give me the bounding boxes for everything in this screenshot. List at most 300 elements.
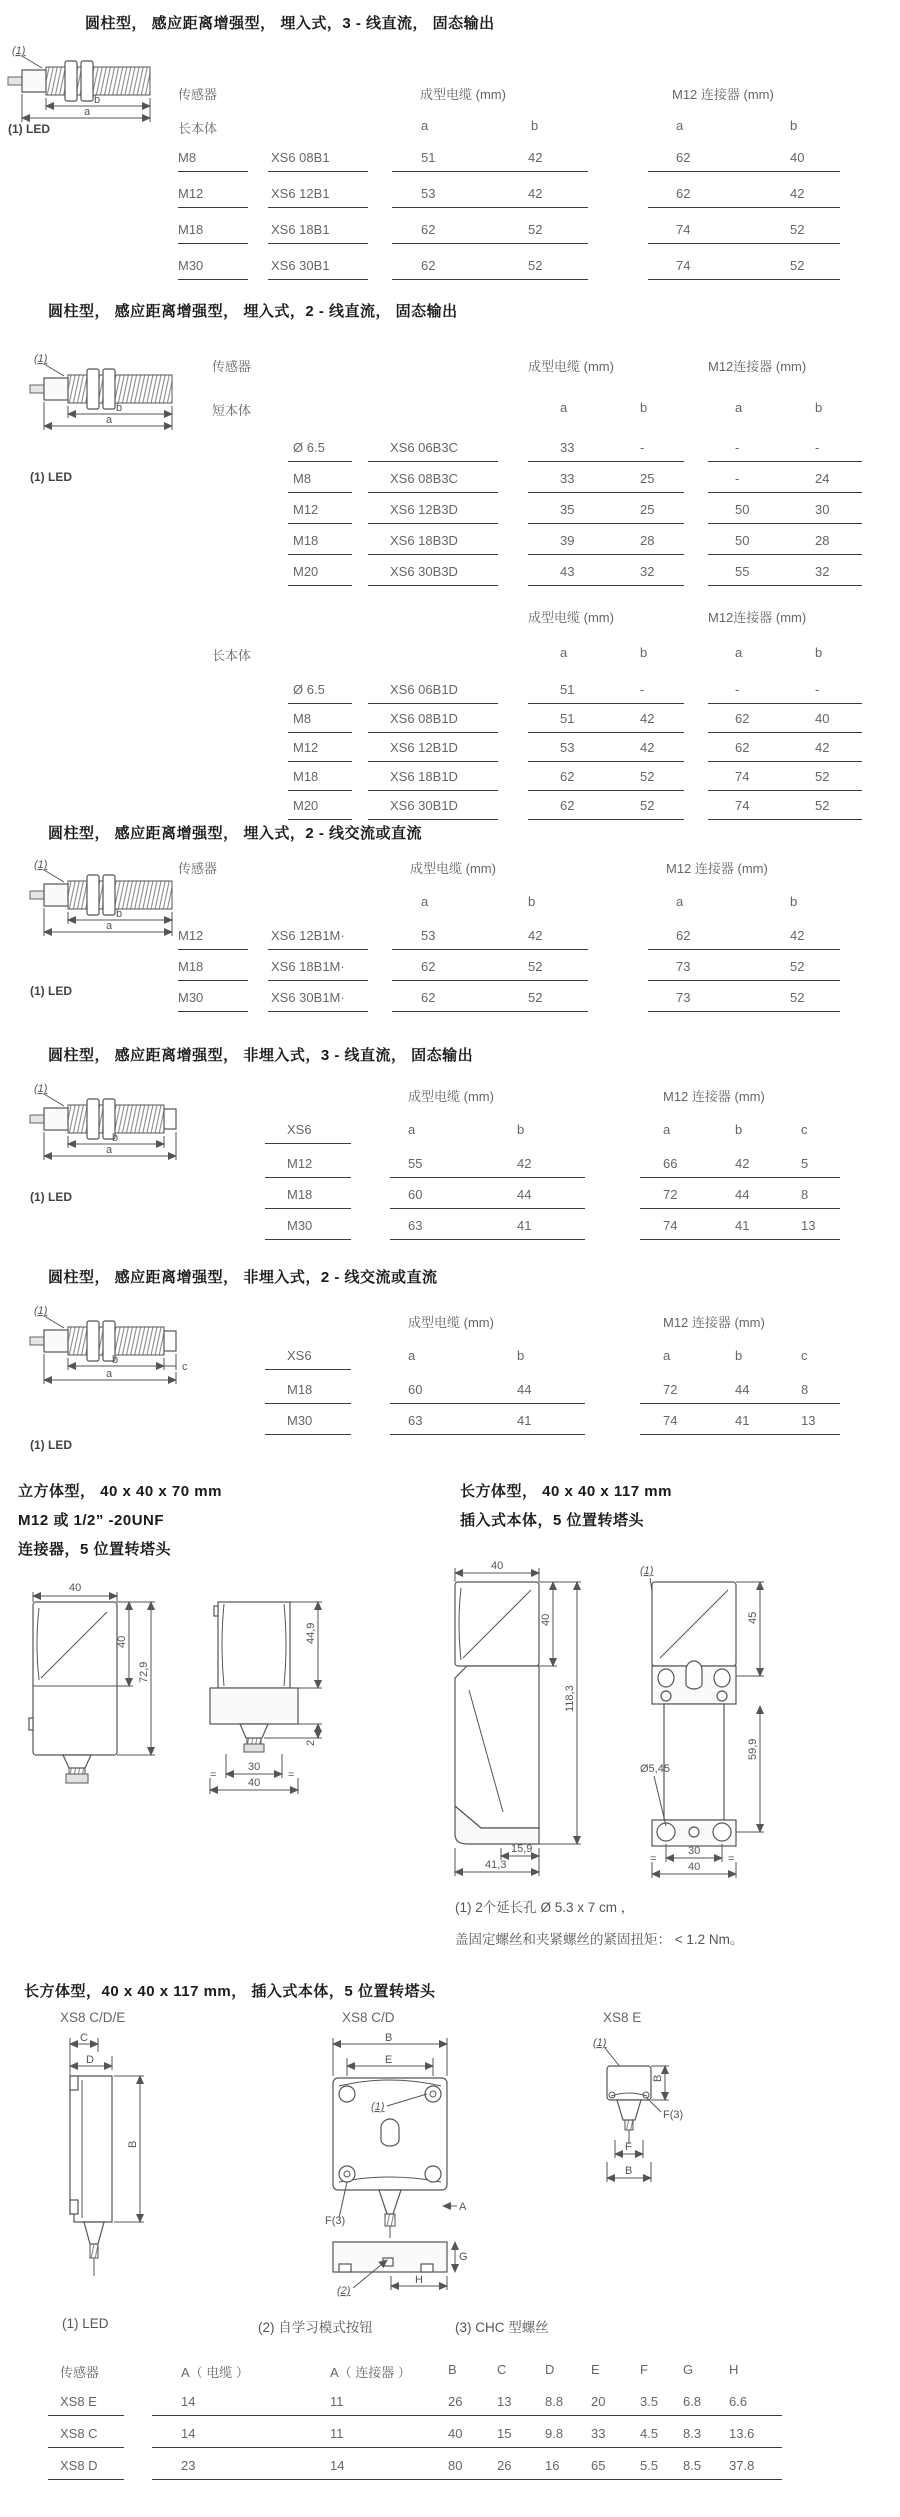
- table-cell: 8.3: [683, 2426, 702, 2441]
- table-cell: 8.5: [683, 2458, 702, 2473]
- cylindrical-sensor-drawing: [30, 352, 190, 430]
- dim-label: B: [385, 2032, 393, 2044]
- table-cell: M8: [293, 711, 312, 726]
- table-row: [0, 711, 900, 737]
- table-cell: 74: [676, 258, 691, 273]
- dim-label: B: [127, 2140, 139, 2148]
- col-header-connector: M12 连接器 (mm): [666, 861, 768, 876]
- table-cell: 52: [790, 222, 805, 237]
- col-b: b: [790, 118, 798, 133]
- table-cell: 8: [801, 1382, 809, 1397]
- table-cell: 11: [330, 2394, 344, 2409]
- row-rule: [390, 1208, 585, 1209]
- row-rule: [368, 554, 498, 555]
- table-cell: XS6 30B1M·: [271, 990, 345, 1005]
- col-b: b: [531, 118, 539, 133]
- table-cell: 35: [560, 502, 575, 517]
- row-rule: [708, 761, 862, 762]
- row-rule: [708, 703, 862, 704]
- table-cell: 44: [735, 1187, 750, 1202]
- section6-right-title-1: 长方体型， 40 x 40 x 117 mm: [460, 1483, 672, 1500]
- table-cell: 62: [421, 222, 436, 237]
- section7-note-teach-button: (2) 自学习模式按钮: [258, 2320, 373, 2335]
- dim-label: A: [459, 2201, 467, 2213]
- table-cell: 74: [663, 1218, 678, 1233]
- dim-b-label: b: [116, 402, 123, 414]
- col-header-sensor: 传感器: [60, 2365, 100, 2380]
- col-b: b: [640, 400, 648, 415]
- table-cell: M20: [293, 564, 319, 579]
- dim-b-label: b: [112, 1132, 119, 1144]
- col-header-F: F: [640, 2362, 648, 2377]
- cylindrical-sensor-drawing: [30, 858, 190, 936]
- dim-a-label: a: [106, 920, 113, 932]
- table-cell: M18: [178, 222, 204, 237]
- row-rule: [392, 243, 588, 244]
- table-cell: M18: [178, 959, 204, 974]
- table-cell: 72: [663, 1187, 678, 1202]
- row-rule: [390, 1403, 585, 1404]
- table-cell: 42: [735, 1156, 750, 1171]
- table-cell: 51: [421, 150, 436, 165]
- col-a: a: [663, 1122, 671, 1137]
- row-rule: [288, 790, 352, 791]
- table-cell: 42: [528, 150, 543, 165]
- table-cell: 41: [517, 1413, 532, 1428]
- table-cell: 5.5: [640, 2458, 659, 2473]
- table-cell: XS6 18B3D: [390, 533, 458, 548]
- row-rule: [648, 980, 840, 981]
- table-row: [0, 186, 900, 212]
- table-cell: 6.6: [729, 2394, 748, 2409]
- table-cell: 62: [421, 990, 436, 1005]
- table-cell: 52: [528, 959, 543, 974]
- col-header-connector: M12 连接器 (mm): [672, 87, 774, 102]
- table-cell: 74: [735, 769, 750, 784]
- dim-label: 59,9: [747, 1738, 759, 1760]
- ref-label: (1): [34, 1305, 48, 1317]
- table-cell: 44: [517, 1382, 532, 1397]
- table-cell: 42: [528, 186, 543, 201]
- table-cell: -: [640, 440, 645, 455]
- table-cell: 28: [815, 533, 830, 548]
- row-rule: [528, 461, 684, 462]
- table-cell: 62: [421, 258, 436, 273]
- table-cell: M30: [178, 990, 204, 1005]
- table-cell: XS6 30B3D: [390, 564, 458, 579]
- row-rule: [152, 2447, 782, 2448]
- table-cell: 42: [528, 928, 543, 943]
- table-cell: 50: [735, 502, 750, 517]
- row-rule: [265, 1403, 351, 1404]
- table-cell: XS6 12B1M·: [271, 928, 345, 943]
- section6-left-title-3: 连接器，5 位置转塔头: [18, 1541, 172, 1558]
- table-row: [0, 959, 900, 985]
- row-rule: [288, 523, 352, 524]
- table-cell: M8: [178, 150, 197, 165]
- table-cell: 41: [735, 1413, 750, 1428]
- table-cell: XS6 30B1: [271, 258, 330, 273]
- row-rule: [368, 703, 498, 704]
- row-rule: [640, 1177, 840, 1178]
- table-cell: XS8 C: [60, 2426, 98, 2441]
- table-cell: 37.8: [729, 2458, 755, 2473]
- ref-label: (1): [12, 45, 26, 57]
- table-row: [0, 258, 900, 284]
- col-b: b: [815, 645, 823, 660]
- col-a: a: [663, 1348, 671, 1363]
- dim-label: 40: [491, 1560, 504, 1572]
- ref-label: (1): [34, 1083, 48, 1095]
- row-rule: [392, 1011, 588, 1012]
- col-a: a: [408, 1122, 416, 1137]
- row-rule: [368, 461, 498, 462]
- table-row: [0, 533, 900, 559]
- table-cell: M12: [293, 740, 319, 755]
- row-rule: [288, 732, 352, 733]
- table-cell: 62: [676, 150, 691, 165]
- table-cell: 40: [790, 150, 805, 165]
- row-rule: [708, 732, 862, 733]
- col-header-D: D: [545, 2362, 555, 2377]
- row-rule: [368, 492, 498, 493]
- row-rule: [265, 1208, 351, 1209]
- row-rule: [368, 790, 498, 791]
- row-rule: [265, 1434, 351, 1435]
- row-rule: [708, 554, 862, 555]
- row-rule: [178, 980, 248, 981]
- row-rule: [528, 732, 684, 733]
- row-rule: [528, 819, 684, 820]
- table-row: [0, 1382, 900, 1408]
- row-rule: [640, 1208, 840, 1209]
- sym-equal: =: [728, 1853, 735, 1865]
- table-cell: 3.5: [640, 2394, 659, 2409]
- table-row: [0, 471, 900, 497]
- table-cell: XS8 D: [60, 2458, 98, 2473]
- row-rule: [708, 492, 862, 493]
- col-header-a-cable: A（ 电缆 ）: [181, 2365, 249, 2380]
- table-row: [0, 682, 900, 708]
- table-cell: M12: [293, 502, 319, 517]
- dim-label: 2: [305, 1739, 317, 1746]
- dim-label: E: [385, 2054, 393, 2066]
- table-cell: 52: [528, 222, 543, 237]
- screw-label: F(3): [325, 2215, 346, 2227]
- row-rule: [708, 790, 862, 791]
- row-rule: [268, 980, 368, 981]
- table-cell: 53: [560, 740, 575, 755]
- table-row: [0, 798, 900, 824]
- row-rule: [152, 2415, 782, 2416]
- series-label: XS6: [287, 1122, 312, 1137]
- row-rule: [392, 980, 588, 981]
- col-header-sensor: 传感器: [212, 359, 252, 374]
- table-row: [0, 150, 900, 176]
- row-rule: [178, 279, 248, 280]
- col-header-cable: 成型电缆 (mm): [528, 610, 614, 625]
- section7-note-chc-screw: (3) CHC 型螺丝: [455, 2320, 549, 2335]
- col-header-B: B: [448, 2362, 457, 2377]
- dim-b-label: b: [94, 94, 101, 106]
- col-b: b: [528, 894, 536, 909]
- table-cell: 33: [591, 2426, 606, 2441]
- table-cell: 62: [735, 711, 750, 726]
- col-header-cable: 成型电缆 (mm): [410, 861, 496, 876]
- section6-note-1: (1) 2个延长孔 Ø 5.3 x 7 cm ，: [455, 1900, 635, 1915]
- dim-label: 30: [248, 1761, 261, 1773]
- row-rule: [648, 279, 840, 280]
- table-cell: 52: [640, 769, 655, 784]
- row-rule: [288, 554, 352, 555]
- section6-right-title-2: 插入式本体，5 位置转塔头: [460, 1512, 645, 1529]
- col-header-a-connector: A（ 连接器 ）: [330, 2365, 411, 2380]
- table-cell: 80: [448, 2458, 463, 2473]
- table-cell: 62: [735, 740, 750, 755]
- table-row: [0, 2458, 900, 2484]
- table-cell: 50: [735, 533, 750, 548]
- row-rule: [392, 207, 588, 208]
- sym-equal: =: [210, 1769, 217, 1781]
- led-caption: (1) LED: [30, 1438, 72, 1452]
- table-cell: -: [735, 440, 740, 455]
- dim-label: 45: [747, 1611, 759, 1624]
- col-header-cable: 成型电缆 (mm): [408, 1089, 494, 1104]
- table-row: [0, 564, 900, 590]
- table-cell: M30: [287, 1413, 313, 1428]
- sym-equal: =: [288, 1769, 295, 1781]
- table-cell: 13: [801, 1218, 816, 1233]
- section7-title: 长方体型，40 x 40 x 117 mm， 插入式本体，5 位置转塔头: [24, 1983, 436, 2000]
- table-cell: M18: [287, 1382, 313, 1397]
- table-row: [0, 1218, 900, 1244]
- ref-label: (1): [371, 2101, 385, 2113]
- section3-title: 圆柱型， 感应距离增强型， 埋入式，2 - 线交流或直流: [48, 825, 423, 842]
- row-rule: [268, 207, 368, 208]
- table-cell: 55: [735, 564, 750, 579]
- table-cell: 14: [330, 2458, 345, 2473]
- row-rule: [640, 1434, 840, 1435]
- xs8cde-side-drawing: [40, 2032, 170, 2282]
- col-a: a: [421, 894, 429, 909]
- table-cell: 23: [181, 2458, 196, 2473]
- col-header-sensor: 传感器: [178, 861, 218, 876]
- col-header-cable: 成型电缆 (mm): [408, 1315, 494, 1330]
- body-type-label: 长本体: [212, 648, 252, 663]
- row-rule: [265, 1239, 351, 1240]
- table-row: [0, 990, 900, 1016]
- table-cell: 13: [801, 1413, 816, 1428]
- table-cell: M12: [287, 1156, 313, 1171]
- row-rule: [528, 585, 684, 586]
- row-rule: [528, 492, 684, 493]
- table-cell: 5: [801, 1156, 809, 1171]
- table-cell: 42: [815, 740, 830, 755]
- ref-label: (1): [34, 353, 48, 365]
- dim-a-label: a: [106, 1144, 113, 1156]
- hole-dim-label: Ø5,45: [640, 1763, 670, 1775]
- variant-label-xs8cde: XS8 C/D/E: [60, 2010, 126, 2025]
- col-header-cable: 成型电缆 (mm): [528, 359, 614, 374]
- row-rule: [48, 2415, 124, 2416]
- table-cell: M12: [178, 186, 204, 201]
- row-rule: [648, 207, 840, 208]
- row-rule: [268, 171, 368, 172]
- dim-label: B: [625, 2165, 633, 2177]
- table-cell: 74: [663, 1413, 678, 1428]
- table-cell: 9.8: [545, 2426, 564, 2441]
- col-header-G: G: [683, 2362, 694, 2377]
- table-cell: 26: [497, 2458, 512, 2473]
- section6-note-2: 盖固定螺丝和夹紧螺丝的紧固扭矩： < 1.2 Nm。: [455, 1932, 744, 1947]
- row-rule: [640, 1239, 840, 1240]
- row-rule: [708, 523, 862, 524]
- table-cell: M12: [178, 928, 204, 943]
- ref-label: (1): [640, 1565, 654, 1577]
- dim-label: 15,9: [511, 1843, 533, 1855]
- table-cell: 42: [517, 1156, 532, 1171]
- table-cell: Ø 6.5: [293, 440, 325, 455]
- table-cell: -: [815, 440, 820, 455]
- col-a: a: [408, 1348, 416, 1363]
- table-row: [0, 1187, 900, 1213]
- dim-label: 41,3: [485, 1859, 507, 1871]
- dim-a-label: a: [84, 106, 91, 118]
- dim-b-label: b: [116, 908, 123, 920]
- rect-sensor-side-drawing: [445, 1560, 635, 1890]
- row-rule: [368, 585, 498, 586]
- dim-label: H: [415, 2274, 423, 2286]
- table-cell: 55: [408, 1156, 423, 1171]
- dim-label: G: [459, 2251, 468, 2263]
- row-rule: [648, 243, 840, 244]
- cube-sensor-side-drawing: [200, 1578, 350, 1808]
- col-c: c: [801, 1348, 808, 1363]
- table-cell: 72: [663, 1382, 678, 1397]
- cylindrical-sensor-drawing: [30, 1082, 200, 1160]
- table-cell: 52: [528, 258, 543, 273]
- col-header-H: H: [729, 2362, 739, 2377]
- table-cell: 33: [560, 440, 575, 455]
- row-rule: [268, 243, 368, 244]
- row-rule: [368, 819, 498, 820]
- table-cell: XS6 08B1D: [390, 711, 458, 726]
- table-cell: 42: [640, 711, 655, 726]
- col-header-connector: M12连接器 (mm): [708, 610, 807, 625]
- rect-sensor-front-drawing: [640, 1560, 840, 1890]
- xs8cd-front-drawing: [325, 2032, 470, 2297]
- col-b: b: [735, 1348, 743, 1363]
- section6-left-title-2: M12 或 1/2” -20UNF: [18, 1512, 165, 1529]
- table-cell: 32: [815, 564, 830, 579]
- table-cell: XS6 12B1: [271, 186, 330, 201]
- table-row: [0, 928, 900, 954]
- table-cell: XS6 06B3C: [390, 440, 458, 455]
- col-header-cable: 成型电缆 (mm): [420, 87, 506, 102]
- table-cell: 62: [560, 798, 575, 813]
- table-cell: 39: [560, 533, 575, 548]
- table-row: [0, 769, 900, 795]
- table-cell: 42: [640, 740, 655, 755]
- row-rule: [265, 1177, 351, 1178]
- row-rule: [648, 1011, 840, 1012]
- ref-label: (1): [593, 2037, 607, 2049]
- row-rule: [390, 1239, 585, 1240]
- col-b: b: [815, 400, 823, 415]
- table-cell: 74: [676, 222, 691, 237]
- table-cell: XS6 08B3C: [390, 471, 458, 486]
- table-cell: XS6 18B1: [271, 222, 330, 237]
- col-a: a: [676, 894, 684, 909]
- row-rule: [528, 523, 684, 524]
- dim-label: 40: [540, 1613, 552, 1626]
- row-rule: [368, 523, 498, 524]
- table-cell: 8.8: [545, 2394, 564, 2409]
- table-cell: -: [735, 471, 740, 486]
- table-cell: M30: [287, 1218, 313, 1233]
- table-cell: 43: [560, 564, 575, 579]
- dim-label: C: [80, 2032, 88, 2044]
- table-cell: 8: [801, 1187, 809, 1202]
- table-cell: 40: [815, 711, 830, 726]
- col-header-C: C: [497, 2362, 507, 2377]
- table-row: [0, 1156, 900, 1182]
- table-cell: XS6 12B1D: [390, 740, 458, 755]
- table-cell: 30: [815, 502, 830, 517]
- table-cell: 62: [560, 769, 575, 784]
- table-cell: -: [640, 682, 645, 697]
- row-rule: [648, 949, 840, 950]
- table-cell: 20: [591, 2394, 606, 2409]
- led-caption: (1) LED: [30, 984, 72, 998]
- table-cell: 52: [528, 990, 543, 1005]
- table-cell: 65: [591, 2458, 606, 2473]
- row-rule: [708, 585, 862, 586]
- table-cell: Ø 6.5: [293, 682, 325, 697]
- table-row: [0, 2394, 900, 2420]
- variant-label-xs8e: XS8 E: [603, 2010, 642, 2025]
- col-header-connector: M12连接器 (mm): [708, 359, 807, 374]
- row-rule: [268, 279, 368, 280]
- section4-title: 圆柱型， 感应距离增强型， 非埋入式，3 - 线直流， 固态输出: [48, 1047, 474, 1064]
- col-c: c: [801, 1122, 808, 1137]
- dim-b-label: b: [112, 1354, 119, 1366]
- col-b: b: [790, 894, 798, 909]
- dim-label: 44,9: [305, 1622, 317, 1644]
- row-rule: [528, 554, 684, 555]
- row-rule: [368, 761, 498, 762]
- table-cell: 42: [790, 928, 805, 943]
- col-a: a: [735, 645, 743, 660]
- table-cell: XS6 06B1D: [390, 682, 458, 697]
- row-rule: [48, 2479, 124, 2480]
- table-cell: 4.5: [640, 2426, 659, 2441]
- table-cell: 52: [790, 990, 805, 1005]
- col-header-E: E: [591, 2362, 600, 2377]
- table-cell: XS6 18B1M·: [271, 959, 345, 974]
- table-cell: XS8 E: [60, 2394, 97, 2409]
- ref-label: (1): [34, 859, 48, 871]
- table-cell: 66: [663, 1156, 678, 1171]
- table-cell: 60: [408, 1187, 423, 1202]
- table-cell: -: [815, 682, 820, 697]
- table-cell: XS6 12B3D: [390, 502, 458, 517]
- row-rule: [178, 243, 248, 244]
- table-cell: 15: [497, 2426, 512, 2441]
- table-cell: 52: [790, 258, 805, 273]
- table-cell: 73: [676, 959, 691, 974]
- section2-title: 圆柱型， 感应距离增强型， 埋入式，2 - 线直流， 固态输出: [48, 303, 458, 320]
